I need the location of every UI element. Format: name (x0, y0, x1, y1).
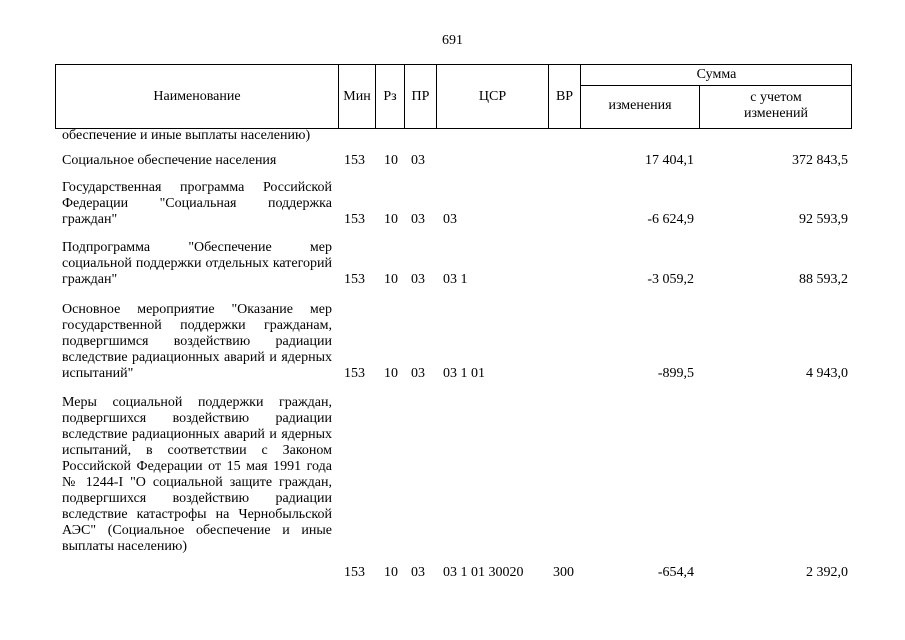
header-vr: ВР (555, 89, 574, 104)
header-change: изменения (608, 98, 672, 113)
row-change: -899,5 (657, 366, 694, 381)
row-with-changes: 2 392,0 (806, 565, 848, 580)
header-divider (580, 85, 852, 86)
row-name: Меры социальной поддержки граждан, подвергшихся воздействию радиации вследствие радиационных аварий и ядерных испытаний, в соответствии с Законом Российской Федерации от 15 мая 1991 года № 1244-I "О социальной защите граждан, подвергшихся воздействию радиации вследствие катастрофы на Чернобыльской АЭС" (Социальное обеспечение и иные выплаты населению) (62, 395, 332, 554)
row-change: -654,4 (657, 565, 694, 580)
row-with-changes: 372 843,5 (792, 153, 848, 168)
header-min: Мин (343, 89, 371, 104)
row-pr: 03 (411, 272, 425, 287)
row-rz: 10 (384, 366, 398, 381)
row-with-changes: 92 593,9 (799, 212, 848, 227)
page-number: 691 (442, 33, 463, 48)
row-rz: 10 (384, 153, 398, 168)
row-csr: 03 1 01 30020 (443, 565, 524, 580)
row-with-changes: 4 943,0 (806, 366, 848, 381)
row-pr: 03 (411, 212, 425, 227)
row-name: Социальное обеспечение населения (62, 153, 277, 168)
row-min: 153 (344, 153, 365, 168)
header-pr: ПР (411, 89, 430, 104)
row-change: -3 059,2 (647, 272, 694, 287)
row-rz: 10 (384, 272, 398, 287)
row-min: 153 (344, 565, 365, 580)
header-csr: ЦСР (478, 89, 507, 104)
row-pr: 03 (411, 565, 425, 580)
header-rz: Рз (383, 89, 397, 104)
row-csr: 03 1 01 (443, 366, 485, 381)
row-name: Подпрограмма "Обеспечение мер социальной поддержки отдельных категорий граждан" (62, 240, 332, 287)
row-rz: 10 (384, 212, 398, 227)
row-csr: 03 (443, 212, 457, 227)
row-pr: 03 (411, 153, 425, 168)
header-divider (699, 85, 700, 129)
row-vr: 300 (553, 565, 574, 580)
row-change: -6 624,9 (647, 212, 694, 227)
row-name: Основное мероприятие "Оказание мер государственной поддержки гражданам, подвергшимся воздействию радиации вследствие радиационных аварий и ядерных испытаний" (62, 302, 332, 381)
row-change: 17 404,1 (645, 153, 694, 168)
header-with-changes: с учетом изменений (743, 90, 809, 121)
row-with-changes: 88 593,2 (799, 272, 848, 287)
continuation-text: обеспечение и иные выплаты населению) (62, 128, 311, 143)
row-min: 153 (344, 212, 365, 227)
header-sum: Сумма (696, 67, 737, 82)
header-name: Наименование (153, 89, 241, 104)
row-csr: 03 1 (443, 272, 468, 287)
row-name: Государственная программа Российской Федерации "Социальная поддержка граждан" (62, 180, 332, 227)
row-min: 153 (344, 272, 365, 287)
row-min: 153 (344, 366, 365, 381)
row-rz: 10 (384, 565, 398, 580)
row-pr: 03 (411, 366, 425, 381)
